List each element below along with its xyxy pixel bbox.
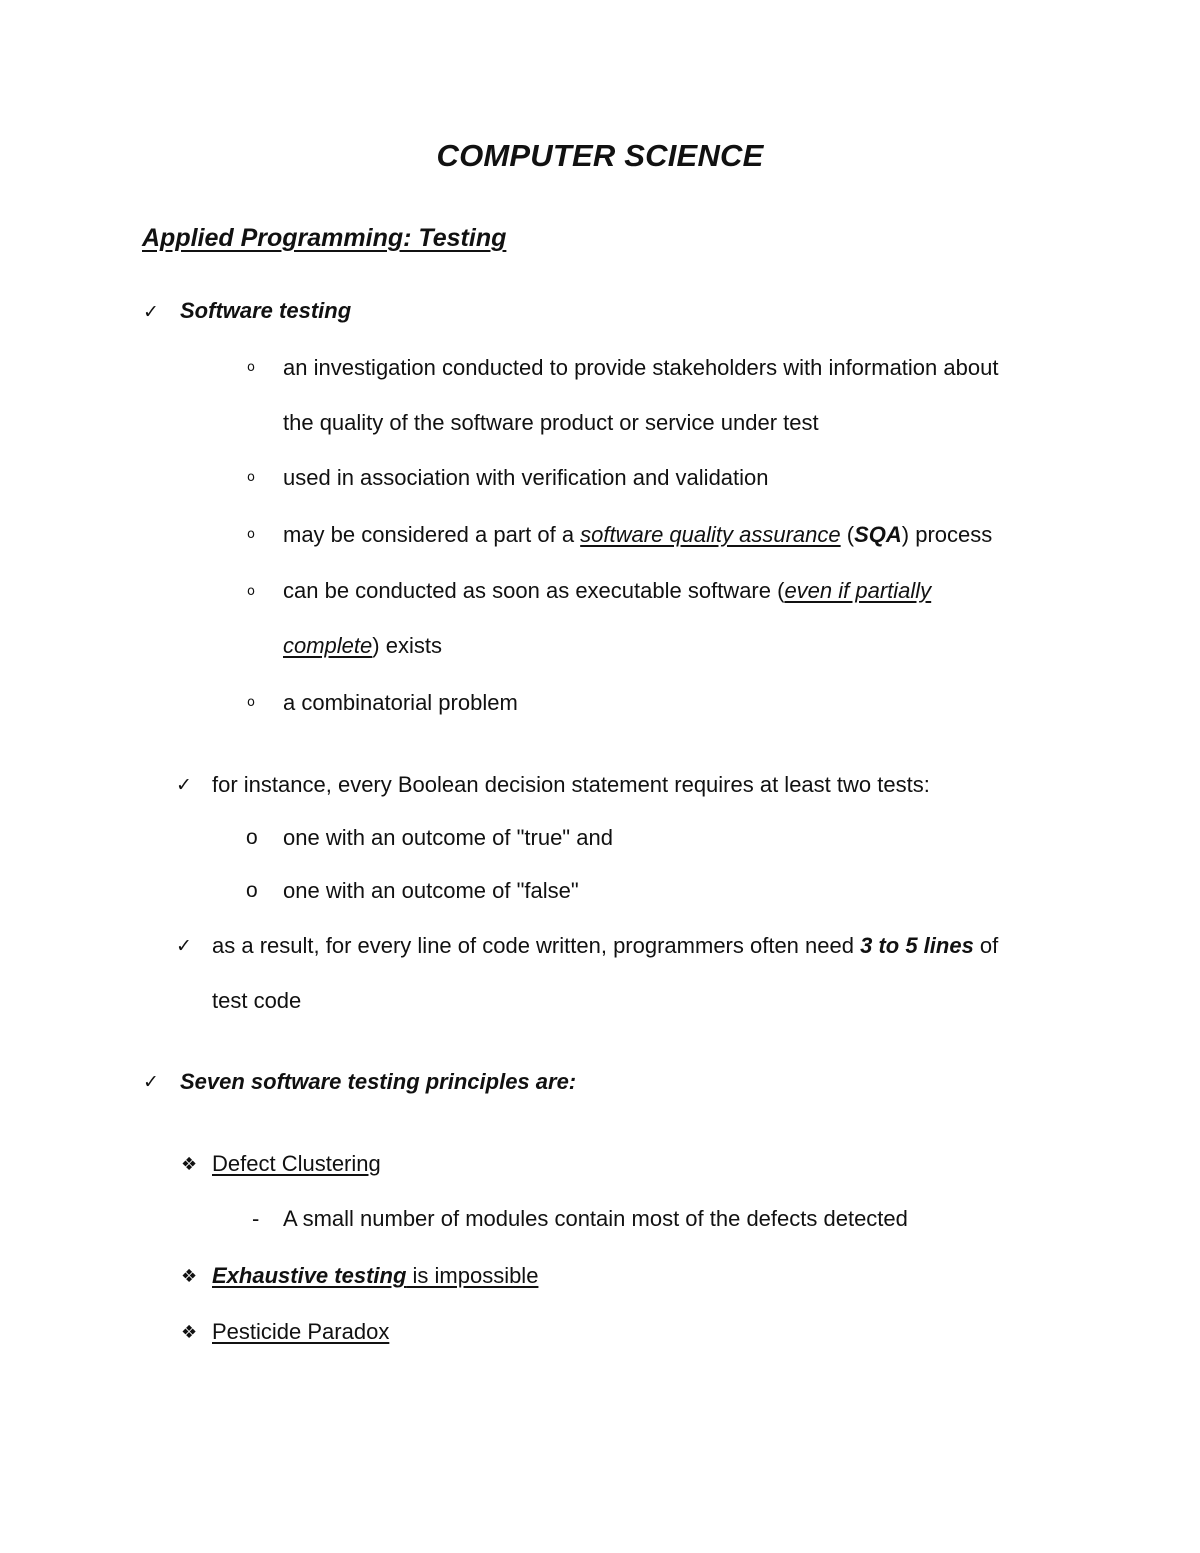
result-line1 [212,933,998,959]
result-pre: as a result, for every line of code written, programmers often need [212,933,861,958]
result-line2: test code [212,988,302,1013]
defect-clustering-detail: A small number of modules contain most of the defects detected [283,1206,908,1231]
principle-defect-clustering: Defect Clustering [212,1151,381,1176]
dash-bullet: - [252,1206,260,1231]
point-sqa-pre: may be considered a part of a [283,522,581,547]
point-executable-post: ) exists [372,633,442,658]
sqa-abbr: SQA [854,522,902,547]
checkmark-icon: ✓ [176,774,192,796]
point-executable-pre: can be conducted as soon as executable software ( [283,578,785,603]
complete-term: complete [283,633,373,658]
checkmark-icon: ✓ [176,935,192,957]
point-executable [283,578,931,604]
circle-bullet-icon: o [247,360,255,375]
result-post: of [973,933,999,958]
checkmark-icon: ✓ [143,301,159,323]
point-sqa-mid2: ) process [901,522,993,547]
principle-pesticide-paradox: Pesticide Paradox [212,1319,390,1344]
point-executable-line2 [283,633,442,659]
page-title: COMPUTER SCIENCE [436,138,764,173]
point-investigation-line1: an investigation conducted to provide stakeholders with information about [283,355,999,380]
diamond-bullet-icon: ❖ [181,1266,198,1287]
circle-bullet-icon: o [247,695,255,710]
diamond-bullet-icon: ❖ [181,1154,198,1175]
section-subtitle: Applied Programming: Testing [142,224,507,252]
point-sqa [283,522,992,548]
circle-bullet-icon: o [247,584,255,599]
point-sqa-mid1: ( [840,522,855,547]
point-verification: used in association with verification and validation [283,465,769,490]
principle-exhaustive-testing [212,1263,538,1289]
circle-bullet-icon: o [247,527,255,542]
circle-bullet-icon: o [246,879,258,902]
instance-true: one with an outcome of "true" and [283,825,613,850]
point-combinatorial: a combinatorial problem [283,690,518,715]
exhaustive-rest: is impossible [406,1263,539,1288]
result-emphasis: 3 to 5 lines [860,933,974,958]
circle-bullet-icon: o [247,470,255,485]
instance-false: one with an outcome of "false" [283,878,579,903]
circle-bullet-icon: o [246,826,258,849]
principles-heading: Seven software testing principles are: [180,1069,577,1094]
diamond-bullet-icon: ❖ [181,1322,198,1343]
point-investigation-line2: the quality of the software product or service under test [283,410,819,435]
checkmark-icon: ✓ [143,1071,159,1093]
sqa-term: software quality assurance [580,522,841,547]
software-testing-heading: Software testing [180,298,352,323]
instance-text: for instance, every Boolean decision statement requires at least two tests: [212,772,930,797]
exhaustive-term: Exhaustive testing [212,1263,407,1288]
partial-term: even if partially [784,578,932,603]
